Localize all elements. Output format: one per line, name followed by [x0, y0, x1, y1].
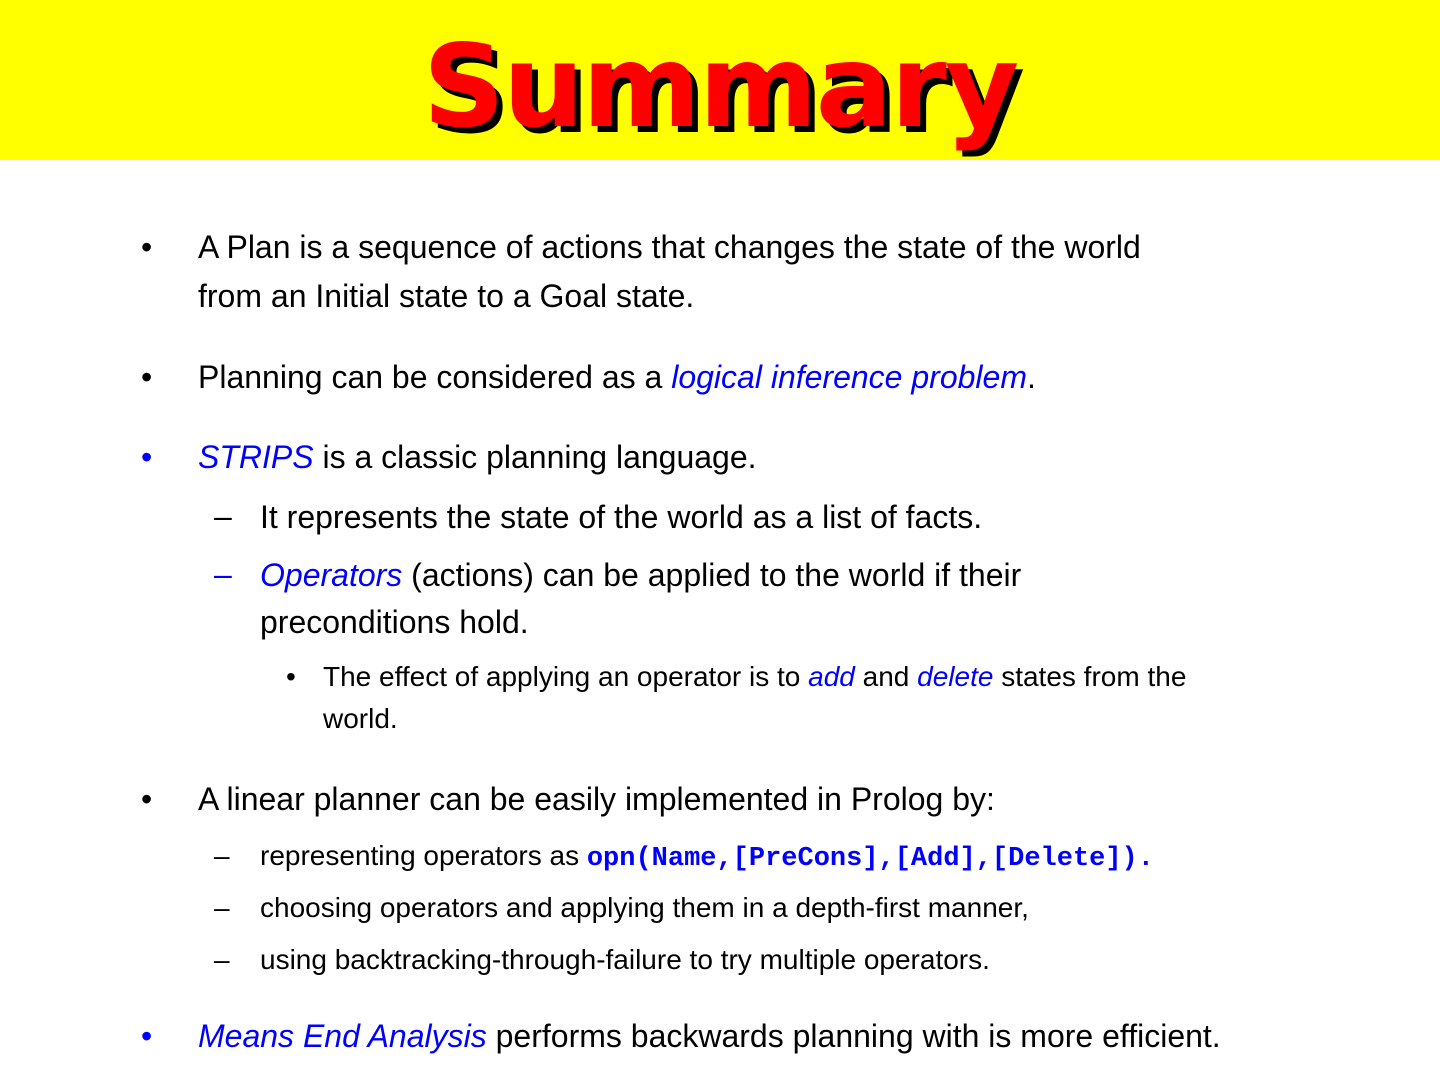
bullet-dot: •: [141, 359, 153, 395]
bullet-4-sub-2: choosing operators and applying them in a depth-first manner,: [260, 892, 1029, 923]
bullet-dot: •: [141, 229, 153, 265]
sub-bullet-dash: –: [214, 892, 230, 923]
bullet-4-sub-3: using backtracking-through-failure to try multiple operators.: [260, 944, 990, 975]
bullet-5: [198, 1012, 1221, 1060]
subsub-emphasis-delete: delete: [917, 661, 994, 692]
bullet-3-emphasis: STRIPS: [198, 439, 314, 475]
sub-bullet-dash: –: [214, 944, 230, 975]
bullet-2: [198, 353, 1036, 401]
bullet-2-emphasis: logical inference problem: [671, 359, 1027, 395]
bullet-1-line-2: from an Initial state to a Goal state.: [198, 278, 695, 314]
bullet-3-subsub-line-2: world.: [323, 703, 398, 734]
subsub-emphasis-add: add: [808, 661, 855, 692]
bullet-3: [198, 433, 757, 481]
bullet-3-subsub-line-1: [323, 656, 1186, 698]
bullet-3-sub-2-text: (actions) can be applied to the world if their: [402, 557, 1022, 593]
bullet-3-sub-2-line-2: preconditions hold.: [260, 604, 529, 640]
sub-bullet-dash: –: [214, 556, 232, 592]
sub-sub-bullet-dot: •: [286, 661, 296, 692]
slide-title: Summary: [422, 20, 1018, 153]
bullet-4-sub-1-text: representing operators as: [260, 840, 587, 871]
bullet-3-sub-2-line-1: [260, 551, 1021, 599]
subsub-tail: states from the: [993, 661, 1187, 692]
bullet-dot: •: [141, 781, 153, 817]
bullet-4-sub-1: [260, 836, 1154, 879]
bullet-3-text: is a classic planning language.: [313, 439, 757, 475]
bullet-1-line-1: A Plan is a sequence of actions that changes the state of the world: [198, 229, 1141, 265]
bullet-dot: •: [141, 439, 153, 475]
bullet-dot: •: [141, 1018, 153, 1054]
bullet-3-sub-1: It represents the state of the world as a list of facts.: [260, 499, 983, 535]
sub-bullet-dash: –: [214, 840, 230, 871]
bullet-3-sub-2-emphasis: Operators: [260, 557, 403, 593]
bullet-2-tail: .: [1026, 359, 1036, 395]
operator-code: opn(Name,[PreCons],[Add],[Delete]).: [586, 844, 1154, 874]
bullet-4: A linear planner can be easily implemented in Prolog by:: [198, 781, 995, 817]
bullet-5-emphasis: Means End Analysis: [198, 1018, 487, 1054]
bullet-2-text: Planning can be considered as a: [198, 359, 672, 395]
subsub-text: The effect of applying an operator is to: [323, 661, 809, 692]
sub-bullet-dash: –: [214, 498, 232, 534]
subsub-text-and: and: [854, 661, 918, 692]
bullet-5-text: performs backwards planning with is more efficient.: [486, 1018, 1221, 1054]
